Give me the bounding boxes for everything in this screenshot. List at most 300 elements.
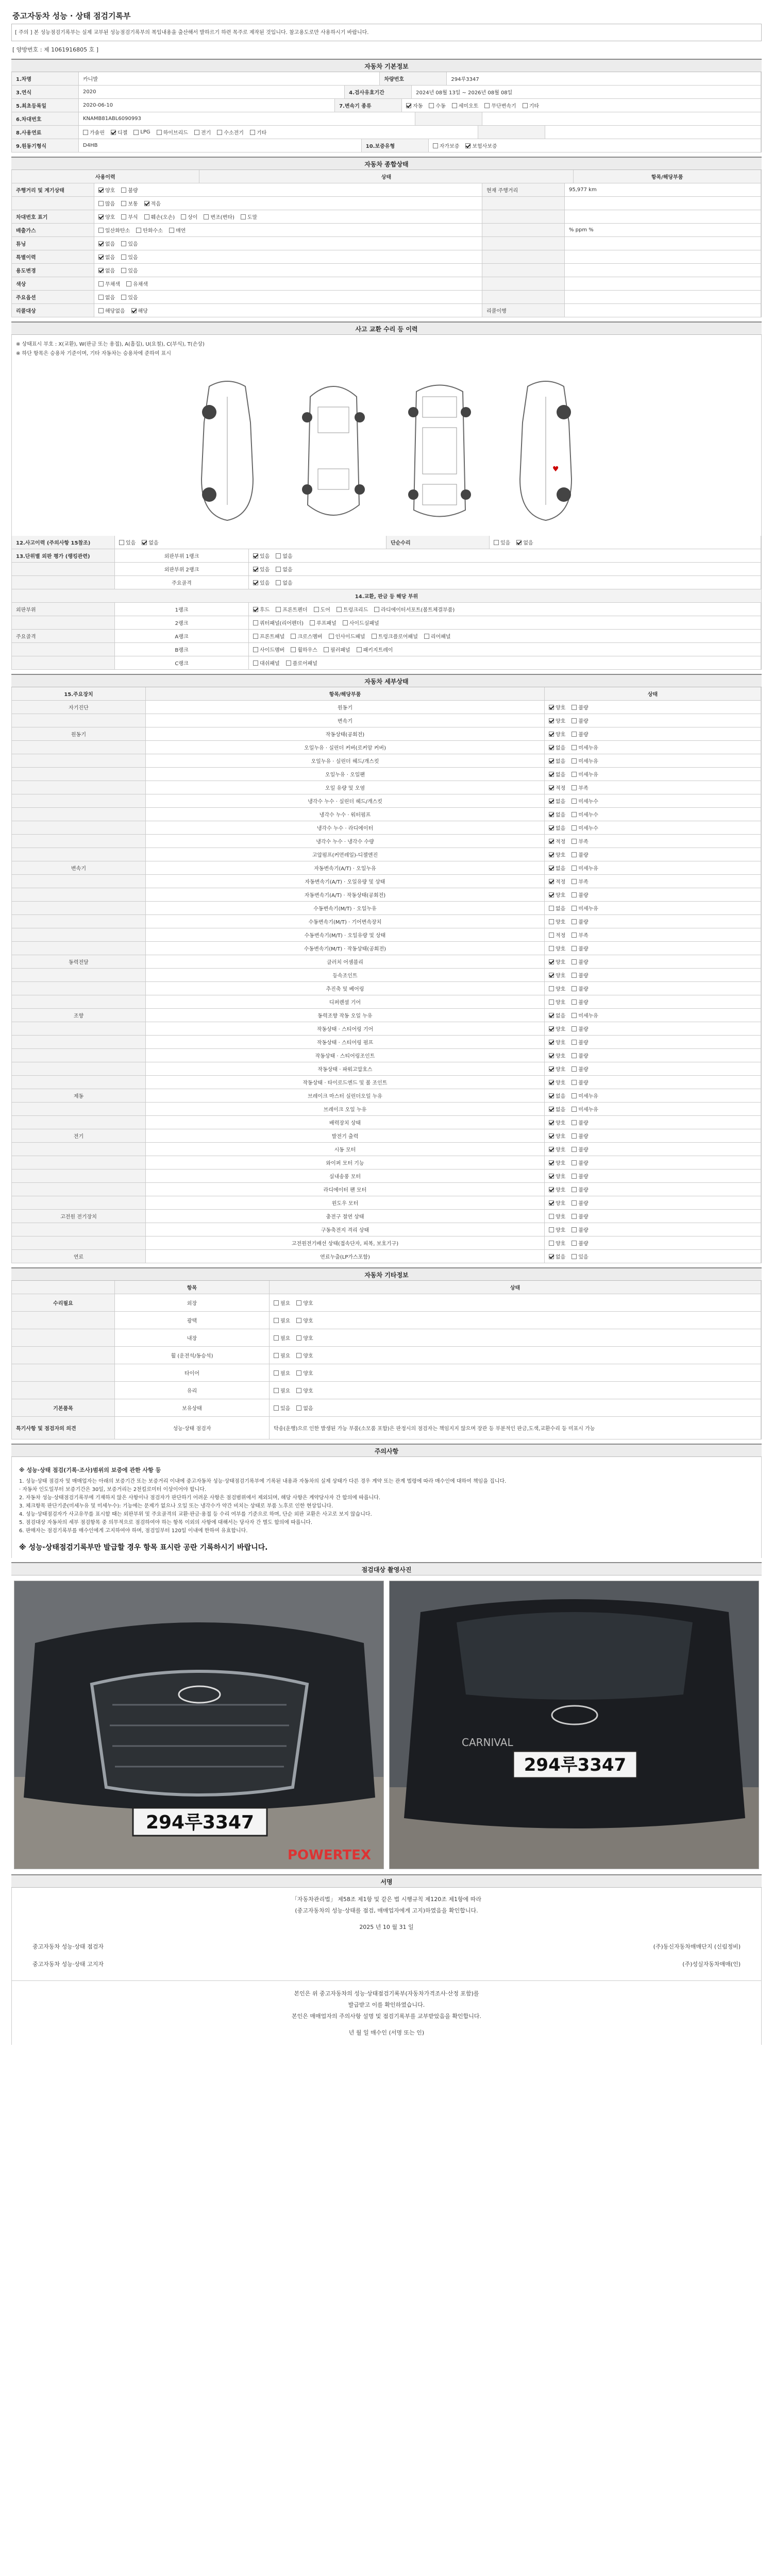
checkbox-option[interactable]: [572, 1132, 588, 1140]
checkbox-option[interactable]: [549, 730, 565, 738]
checkbox-option[interactable]: [549, 864, 565, 872]
checkbox-box[interactable]: [572, 772, 577, 777]
checkbox-option[interactable]: [549, 985, 565, 992]
checkbox-option[interactable]: [572, 971, 588, 979]
checkbox-box[interactable]: [549, 1241, 554, 1246]
checkbox-option[interactable]: [572, 743, 598, 751]
checkbox-box[interactable]: [549, 785, 554, 790]
checkbox-box[interactable]: [121, 188, 126, 193]
checkbox-box[interactable]: [572, 785, 577, 790]
checkbox-box[interactable]: [98, 308, 104, 313]
checkbox-option[interactable]: [253, 659, 280, 667]
checkbox-option[interactable]: [572, 1078, 588, 1086]
checkbox-box[interactable]: [549, 1133, 554, 1139]
checkbox-box[interactable]: [310, 620, 315, 625]
checkbox-box[interactable]: [549, 879, 554, 884]
checkbox-option[interactable]: [572, 730, 588, 738]
checkbox-box[interactable]: [241, 214, 246, 219]
checkbox-option[interactable]: [253, 552, 270, 560]
checkbox-box[interactable]: [572, 999, 577, 1005]
checkbox-box[interactable]: [549, 906, 554, 911]
checkbox-box[interactable]: [126, 281, 131, 286]
checkbox-box[interactable]: [549, 1026, 554, 1031]
checkbox-box[interactable]: [329, 634, 334, 639]
checkbox-option[interactable]: [337, 605, 368, 613]
checkbox-box[interactable]: [253, 660, 258, 666]
checkbox-box[interactable]: [343, 620, 348, 625]
checkbox-option[interactable]: [98, 186, 115, 194]
checkbox-box[interactable]: [296, 1353, 301, 1358]
checkbox-option[interactable]: [131, 307, 148, 314]
checkbox-box[interactable]: [494, 540, 499, 545]
checkbox-box[interactable]: [121, 241, 126, 246]
checkbox-option[interactable]: [549, 891, 565, 899]
checkbox-option[interactable]: [98, 226, 130, 234]
checkbox-option[interactable]: [549, 1105, 565, 1113]
checkbox-option[interactable]: [357, 646, 393, 653]
checkbox-option[interactable]: [274, 1334, 290, 1342]
checkbox-option[interactable]: [274, 1299, 290, 1307]
checkbox-box[interactable]: [572, 852, 577, 857]
checkbox-box[interactable]: [296, 1370, 301, 1376]
checkbox-option[interactable]: [572, 770, 598, 778]
checkbox-box[interactable]: [98, 241, 104, 246]
checkbox-box[interactable]: [572, 879, 577, 884]
checkbox-box[interactable]: [133, 130, 139, 135]
checkbox-option[interactable]: [549, 851, 565, 858]
checkbox-option[interactable]: [314, 605, 330, 613]
checkbox-option[interactable]: [572, 810, 598, 818]
checkbox-box[interactable]: [291, 634, 296, 639]
checkbox-option[interactable]: [250, 128, 266, 136]
checkbox-box[interactable]: [516, 540, 522, 545]
checkbox-box[interactable]: [549, 745, 554, 750]
checkbox-box[interactable]: [549, 1200, 554, 1206]
checkbox-option[interactable]: [549, 1212, 565, 1220]
checkbox-option[interactable]: [296, 1386, 313, 1394]
checkbox-option[interactable]: [572, 757, 598, 765]
checkbox-option[interactable]: [572, 1199, 588, 1207]
checkbox-box[interactable]: [572, 1147, 577, 1152]
checkbox-option[interactable]: [572, 918, 588, 925]
checkbox-option[interactable]: [253, 619, 304, 626]
checkbox-option[interactable]: [169, 226, 186, 234]
checkbox-box[interactable]: [296, 1318, 301, 1323]
checkbox-box[interactable]: [549, 1080, 554, 1085]
checkbox-box[interactable]: [121, 295, 126, 300]
checkbox-box[interactable]: [549, 825, 554, 831]
checkbox-option[interactable]: [572, 1065, 588, 1073]
checkbox-box[interactable]: [253, 580, 258, 585]
checkbox-option[interactable]: [121, 240, 138, 247]
checkbox-box[interactable]: [572, 1040, 577, 1045]
checkbox-box[interactable]: [549, 718, 554, 723]
checkbox-box[interactable]: [131, 308, 137, 313]
checkbox-option[interactable]: [111, 128, 127, 136]
checkbox-box[interactable]: [296, 1405, 301, 1411]
checkbox-box[interactable]: [121, 201, 126, 206]
checkbox-option[interactable]: [98, 199, 115, 207]
checkbox-option[interactable]: [274, 1316, 290, 1324]
checkbox-box[interactable]: [250, 130, 255, 135]
checkbox-option[interactable]: [572, 1172, 588, 1180]
checkbox-option[interactable]: [549, 810, 565, 818]
checkbox-box[interactable]: [253, 620, 258, 625]
checkbox-box[interactable]: [572, 1241, 577, 1246]
checkbox-box[interactable]: [549, 1107, 554, 1112]
checkbox-option[interactable]: [572, 891, 588, 899]
checkbox-option[interactable]: [296, 1369, 313, 1377]
checkbox-option[interactable]: [194, 128, 211, 136]
checkbox-box[interactable]: [572, 1080, 577, 1085]
checkbox-option[interactable]: [98, 266, 115, 274]
checkbox-box[interactable]: [549, 919, 554, 924]
checkbox-option[interactable]: [572, 944, 588, 952]
checkbox-option[interactable]: [572, 1212, 588, 1220]
checkbox-box[interactable]: [549, 959, 554, 964]
checkbox-box[interactable]: [549, 839, 554, 844]
checkbox-option[interactable]: [144, 199, 161, 207]
checkbox-box[interactable]: [549, 1227, 554, 1232]
checkbox-box[interactable]: [572, 1053, 577, 1058]
checkbox-option[interactable]: [291, 632, 322, 640]
checkbox-box[interactable]: [121, 268, 126, 273]
checkbox-option[interactable]: [253, 646, 284, 653]
checkbox-box[interactable]: [217, 130, 222, 135]
checkbox-box[interactable]: [424, 634, 429, 639]
checkbox-option[interactable]: [549, 918, 565, 925]
checkbox-option[interactable]: [549, 998, 565, 1006]
checkbox-option[interactable]: [572, 1105, 598, 1113]
checkbox-option[interactable]: [253, 632, 284, 640]
checkbox-option[interactable]: [343, 619, 379, 626]
checkbox-option[interactable]: [572, 784, 588, 791]
checkbox-option[interactable]: [549, 743, 565, 751]
checkbox-option[interactable]: [98, 213, 115, 221]
checkbox-box[interactable]: [296, 1388, 301, 1393]
checkbox-option[interactable]: [549, 1239, 565, 1247]
checkbox-option[interactable]: [142, 538, 158, 546]
checkbox-option[interactable]: [572, 837, 588, 845]
checkbox-option[interactable]: [549, 824, 565, 832]
checkbox-option[interactable]: [484, 101, 516, 109]
checkbox-option[interactable]: [274, 1404, 290, 1412]
checkbox-box[interactable]: [406, 103, 411, 108]
checkbox-option[interactable]: [572, 1011, 598, 1019]
checkbox-option[interactable]: [572, 904, 598, 912]
checkbox-box[interactable]: [549, 1053, 554, 1058]
checkbox-box[interactable]: [549, 732, 554, 737]
checkbox-box[interactable]: [98, 295, 104, 300]
checkbox-box[interactable]: [549, 999, 554, 1005]
checkbox-option[interactable]: [241, 213, 257, 221]
checkbox-box[interactable]: [337, 607, 342, 612]
checkbox-option[interactable]: [274, 1386, 290, 1394]
checkbox-option[interactable]: [549, 1038, 565, 1046]
checkbox-box[interactable]: [549, 986, 554, 991]
checkbox-box[interactable]: [549, 799, 554, 804]
checkbox-box[interactable]: [549, 705, 554, 710]
checkbox-box[interactable]: [549, 1187, 554, 1192]
checkbox-box[interactable]: [549, 1013, 554, 1018]
checkbox-option[interactable]: [253, 565, 270, 573]
checkbox-option[interactable]: [276, 565, 292, 573]
checkbox-box[interactable]: [572, 1174, 577, 1179]
checkbox-option[interactable]: [296, 1404, 313, 1412]
checkbox-option[interactable]: [121, 199, 138, 207]
checkbox-option[interactable]: [98, 253, 115, 261]
checkbox-box[interactable]: [572, 718, 577, 723]
checkbox-option[interactable]: [98, 280, 120, 287]
checkbox-box[interactable]: [157, 130, 162, 135]
checkbox-box[interactable]: [523, 103, 528, 108]
checkbox-option[interactable]: [549, 1226, 565, 1233]
checkbox-option[interactable]: [549, 1025, 565, 1032]
checkbox-option[interactable]: [572, 1252, 588, 1260]
checkbox-option[interactable]: [549, 837, 565, 845]
checkbox-box[interactable]: [572, 986, 577, 991]
checkbox-box[interactable]: [549, 1174, 554, 1179]
checkbox-option[interactable]: [286, 659, 317, 667]
checkbox-option[interactable]: [119, 538, 136, 546]
checkbox-option[interactable]: [549, 958, 565, 965]
checkbox-box[interactable]: [572, 732, 577, 737]
checkbox-option[interactable]: [572, 931, 588, 939]
checkbox-box[interactable]: [549, 1254, 554, 1259]
checkbox-box[interactable]: [169, 228, 174, 233]
checkbox-box[interactable]: [98, 268, 104, 273]
checkbox-option[interactable]: [549, 1252, 565, 1260]
checkbox-box[interactable]: [181, 214, 186, 219]
checkbox-option[interactable]: [276, 579, 292, 586]
checkbox-box[interactable]: [276, 607, 281, 612]
checkbox-box[interactable]: [572, 919, 577, 924]
checkbox-option[interactable]: [549, 717, 565, 724]
checkbox-box[interactable]: [98, 201, 104, 206]
checkbox-box[interactable]: [572, 745, 577, 750]
checkbox-option[interactable]: [549, 931, 565, 939]
checkbox-box[interactable]: [291, 647, 296, 652]
checkbox-option[interactable]: [572, 1052, 588, 1059]
checkbox-option[interactable]: [572, 985, 588, 992]
checkbox-option[interactable]: [549, 971, 565, 979]
checkbox-box[interactable]: [484, 103, 490, 108]
checkbox-box[interactable]: [549, 852, 554, 857]
checkbox-box[interactable]: [136, 228, 141, 233]
checkbox-option[interactable]: [276, 552, 292, 560]
checkbox-option[interactable]: [253, 605, 270, 613]
checkbox-option[interactable]: [549, 1011, 565, 1019]
checkbox-box[interactable]: [572, 812, 577, 817]
checkbox-box[interactable]: [253, 634, 258, 639]
checkbox-option[interactable]: [296, 1334, 313, 1342]
checkbox-box[interactable]: [98, 281, 104, 286]
checkbox-box[interactable]: [144, 201, 149, 206]
checkbox-box[interactable]: [276, 580, 281, 585]
checkbox-option[interactable]: [572, 864, 598, 872]
checkbox-box[interactable]: [433, 143, 438, 148]
checkbox-box[interactable]: [374, 607, 379, 612]
checkbox-option[interactable]: [572, 824, 598, 832]
checkbox-box[interactable]: [572, 1026, 577, 1031]
checkbox-option[interactable]: [549, 944, 565, 952]
checkbox-option[interactable]: [452, 101, 479, 109]
checkbox-option[interactable]: [572, 1145, 588, 1153]
checkbox-box[interactable]: [296, 1300, 301, 1306]
checkbox-option[interactable]: [572, 998, 588, 1006]
checkbox-option[interactable]: [126, 280, 148, 287]
checkbox-option[interactable]: [549, 1118, 565, 1126]
checkbox-box[interactable]: [98, 214, 104, 219]
checkbox-option[interactable]: [372, 632, 418, 640]
checkbox-option[interactable]: [523, 101, 539, 109]
checkbox-option[interactable]: [433, 142, 460, 149]
checkbox-option[interactable]: [274, 1351, 290, 1359]
checkbox-box[interactable]: [296, 1335, 301, 1341]
checkbox-box[interactable]: [572, 973, 577, 978]
checkbox-option[interactable]: [253, 579, 270, 586]
checkbox-box[interactable]: [452, 103, 457, 108]
checkbox-box[interactable]: [274, 1388, 279, 1393]
checkbox-option[interactable]: [572, 703, 588, 711]
checkbox-box[interactable]: [276, 567, 281, 572]
checkbox-box[interactable]: [549, 946, 554, 951]
checkbox-box[interactable]: [98, 188, 104, 193]
checkbox-option[interactable]: [136, 226, 163, 234]
checkbox-option[interactable]: [121, 293, 138, 301]
checkbox-option[interactable]: [549, 770, 565, 778]
checkbox-box[interactable]: [111, 130, 116, 135]
checkbox-box[interactable]: [572, 1013, 577, 1018]
checkbox-box[interactable]: [572, 1187, 577, 1192]
checkbox-box[interactable]: [549, 1066, 554, 1072]
checkbox-box[interactable]: [274, 1318, 279, 1323]
checkbox-option[interactable]: [572, 1092, 598, 1099]
checkbox-box[interactable]: [286, 660, 291, 666]
checkbox-box[interactable]: [274, 1335, 279, 1341]
checkbox-box[interactable]: [276, 553, 281, 558]
checkbox-box[interactable]: [572, 1120, 577, 1125]
checkbox-option[interactable]: [324, 646, 350, 653]
checkbox-box[interactable]: [572, 758, 577, 764]
checkbox-option[interactable]: [374, 605, 455, 613]
checkbox-box[interactable]: [572, 799, 577, 804]
checkbox-option[interactable]: [549, 1145, 565, 1153]
checkbox-option[interactable]: [572, 958, 588, 965]
checkbox-box[interactable]: [572, 1107, 577, 1112]
checkbox-option[interactable]: [133, 129, 150, 135]
checkbox-option[interactable]: [465, 142, 497, 149]
checkbox-box[interactable]: [274, 1300, 279, 1306]
checkbox-option[interactable]: [516, 538, 533, 546]
checkbox-box[interactable]: [572, 866, 577, 871]
checkbox-option[interactable]: [121, 253, 138, 261]
checkbox-option[interactable]: [429, 101, 445, 109]
checkbox-option[interactable]: [572, 1239, 588, 1247]
checkbox-option[interactable]: [572, 1185, 588, 1193]
checkbox-box[interactable]: [194, 130, 199, 135]
checkbox-box[interactable]: [549, 772, 554, 777]
checkbox-box[interactable]: [572, 1227, 577, 1232]
checkbox-option[interactable]: [549, 877, 565, 885]
checkbox-box[interactable]: [549, 812, 554, 817]
checkbox-option[interactable]: [406, 101, 423, 109]
checkbox-option[interactable]: [572, 851, 588, 858]
checkbox-option[interactable]: [549, 784, 565, 791]
checkbox-option[interactable]: [157, 128, 188, 136]
checkbox-option[interactable]: [572, 1226, 588, 1233]
checkbox-box[interactable]: [549, 1093, 554, 1098]
checkbox-option[interactable]: [296, 1351, 313, 1359]
checkbox-box[interactable]: [98, 255, 104, 260]
checkbox-box[interactable]: [83, 130, 88, 135]
checkbox-box[interactable]: [253, 553, 258, 558]
checkbox-option[interactable]: [572, 877, 588, 885]
checkbox-option[interactable]: [549, 1159, 565, 1166]
checkbox-option[interactable]: [310, 619, 337, 626]
checkbox-box[interactable]: [549, 1214, 554, 1219]
checkbox-option[interactable]: [144, 213, 175, 221]
checkbox-option[interactable]: [121, 186, 138, 194]
checkbox-box[interactable]: [429, 103, 434, 108]
checkbox-box[interactable]: [549, 1160, 554, 1165]
checkbox-option[interactable]: [98, 293, 115, 301]
checkbox-box[interactable]: [549, 933, 554, 938]
checkbox-option[interactable]: [204, 213, 234, 221]
checkbox-box[interactable]: [465, 143, 470, 148]
checkbox-box[interactable]: [204, 214, 209, 219]
checkbox-option[interactable]: [549, 904, 565, 912]
checkbox-option[interactable]: [217, 128, 244, 136]
checkbox-option[interactable]: [276, 605, 307, 613]
checkbox-box[interactable]: [572, 946, 577, 951]
checkbox-option[interactable]: [549, 1092, 565, 1099]
checkbox-box[interactable]: [572, 1133, 577, 1139]
checkbox-option[interactable]: [549, 703, 565, 711]
checkbox-option[interactable]: [291, 646, 317, 653]
checkbox-box[interactable]: [119, 540, 124, 545]
checkbox-option[interactable]: [329, 632, 365, 640]
checkbox-option[interactable]: [549, 1052, 565, 1059]
checkbox-box[interactable]: [572, 1254, 577, 1259]
checkbox-box[interactable]: [253, 567, 258, 572]
checkbox-option[interactable]: [549, 1078, 565, 1086]
checkbox-option[interactable]: [98, 240, 115, 247]
checkbox-box[interactable]: [274, 1353, 279, 1358]
checkbox-box[interactable]: [572, 906, 577, 911]
checkbox-box[interactable]: [357, 647, 362, 652]
checkbox-box[interactable]: [274, 1370, 279, 1376]
checkbox-box[interactable]: [549, 973, 554, 978]
checkbox-box[interactable]: [572, 839, 577, 844]
checkbox-option[interactable]: [572, 717, 588, 724]
checkbox-box[interactable]: [274, 1405, 279, 1411]
checkbox-option[interactable]: [98, 307, 125, 314]
checkbox-option[interactable]: [572, 1038, 588, 1046]
checkbox-box[interactable]: [572, 892, 577, 897]
checkbox-option[interactable]: [296, 1299, 313, 1307]
checkbox-box[interactable]: [572, 825, 577, 831]
checkbox-option[interactable]: [572, 1118, 588, 1126]
checkbox-box[interactable]: [549, 866, 554, 871]
checkbox-box[interactable]: [549, 1120, 554, 1125]
checkbox-box[interactable]: [121, 214, 126, 219]
checkbox-box[interactable]: [98, 228, 104, 233]
checkbox-box[interactable]: [549, 1147, 554, 1152]
checkbox-box[interactable]: [572, 1066, 577, 1072]
checkbox-box[interactable]: [572, 1200, 577, 1206]
checkbox-box[interactable]: [324, 647, 329, 652]
